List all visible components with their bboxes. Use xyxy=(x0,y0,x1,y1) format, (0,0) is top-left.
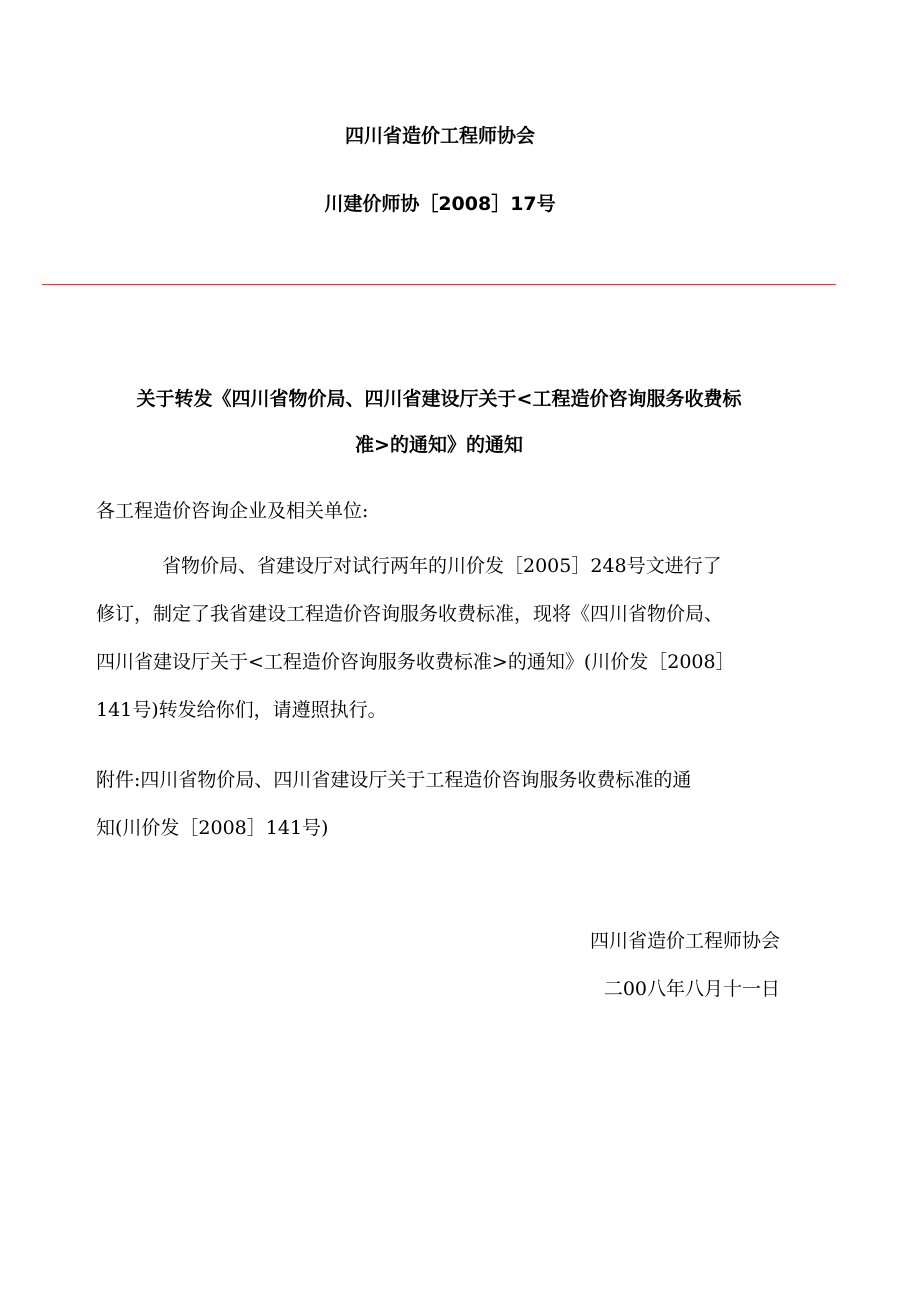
body-line-4: 141号)转发给你们，请遵照执行。 xyxy=(96,699,387,721)
attachment-line-1: 附件:四川省物价局、四川省建设厅关于工程造价咨询服务收费标准的通 xyxy=(96,769,692,791)
body-line-1: 省物价局、省建设厅对试行两年的川价发［2005］248号文进行了 xyxy=(162,555,722,577)
body-line-2: 修订，制定了我省建设工程造价咨询服务收费标准，现将《四川省物价局、 xyxy=(96,603,724,625)
red-divider-line xyxy=(42,284,836,285)
document-title xyxy=(96,376,782,468)
title-line-2: 准>的通知》的通知 xyxy=(355,434,523,456)
document-number: 川建价师协［2008］17号 xyxy=(324,193,556,215)
attachment-line-2: 知(川价发［2008］141号) xyxy=(96,817,329,839)
title-line-1: 关于转发《四川省物价局、四川省建设厅关于<工程造价咨询服务收费标 xyxy=(136,388,742,410)
issuing-organization: 四川省造价工程师协会 xyxy=(344,125,535,147)
salutation: 各工程造价咨询企业及相关单位: xyxy=(96,500,369,522)
body-paragraph xyxy=(96,542,786,734)
signature-organization: 四川省造价工程师协会 xyxy=(589,930,780,952)
signature-date: 二00八年八月十一日 xyxy=(603,978,780,1000)
attachment-note xyxy=(96,756,786,852)
body-line-3: 四川省建设厅关于<工程造价咨询服务收费标准>的通知》(川价发［2008］ xyxy=(96,651,735,673)
